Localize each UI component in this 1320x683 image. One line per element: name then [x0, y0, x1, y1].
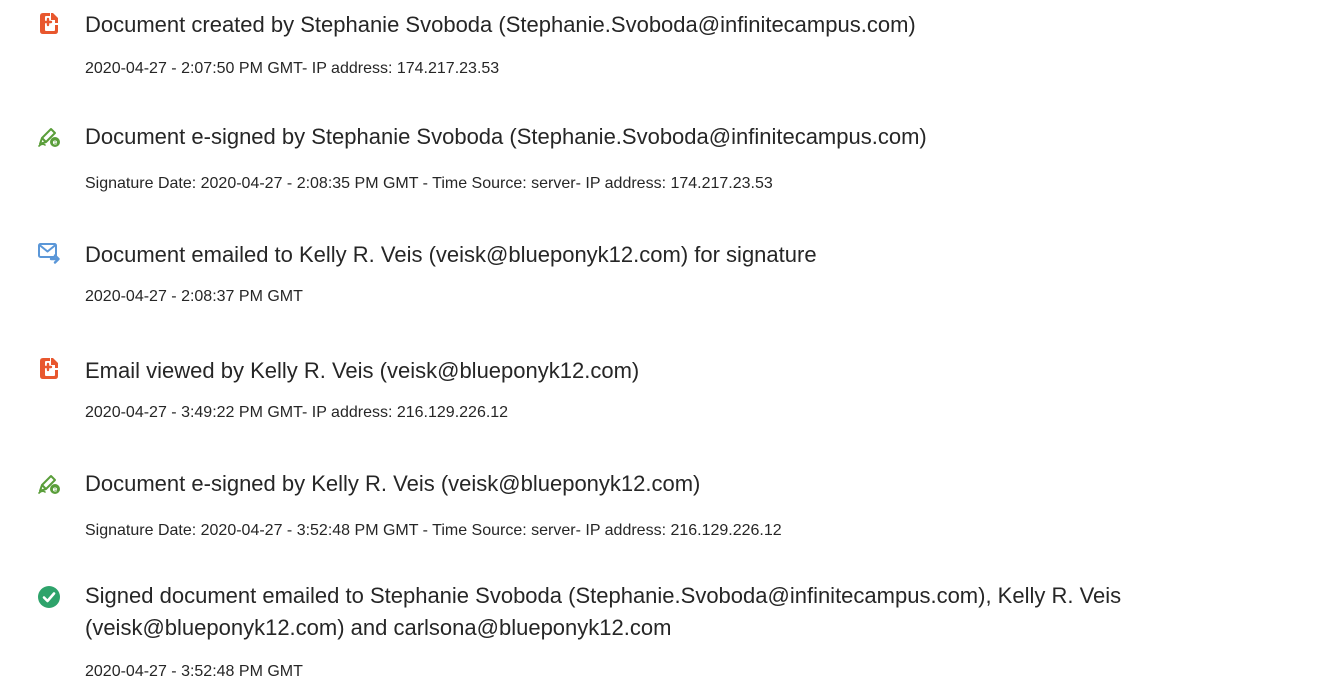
event-title: Document created by Stephanie Svoboda (Stephanie.Svoboda@infinitecampus.com) — [85, 12, 916, 37]
checkmark-circle-icon — [37, 585, 61, 609]
svg-text:e: e — [52, 138, 58, 147]
event-detail: 2020-04-27 - 2:07:50 PM GMT- IP address: 174.217.23.53 — [85, 60, 500, 77]
event-title: Document e-signed by Stephanie Svoboda (Stephanie.Svoboda@infinitecampus.com) — [85, 124, 927, 149]
event-detail: Signature Date: 2020-04-27 - 2:08:35 PM GMT - Time Source: server- IP address: 174.217.23.53 — [85, 175, 773, 192]
event-title: Document e-signed by Kelly R. Veis (veisk@blueponyk12.com) — [85, 471, 701, 496]
event-title: Signed document emailed to Stephanie Svoboda (Stephanie.Svoboda@infinitecampus.com), Kelly R. Veis (veisk@blueponyk12.com) and carlsona@blueponyk12.com — [85, 583, 1122, 640]
event-detail: Signature Date: 2020-04-27 - 3:52:48 PM GMT - Time Source: server- IP address: 216.129.226.12 — [85, 522, 782, 539]
event-title: Document emailed to Kelly R. Veis (veisk@blueponyk12.com) for signature — [85, 242, 817, 267]
email-sent-icon — [37, 240, 61, 264]
event-detail: 2020-04-27 - 3:52:48 PM GMT — [85, 663, 303, 680]
e-sign-pen-icon — [37, 472, 61, 496]
event-detail: 2020-04-27 - 3:49:22 PM GMT- IP address: 216.129.226.12 — [85, 404, 509, 421]
event-title: Email viewed by Kelly R. Veis (veisk@blueponyk12.com) — [85, 358, 640, 383]
svg-text:e: e — [52, 485, 58, 494]
event-detail: 2020-04-27 - 2:08:37 PM GMT — [85, 288, 303, 305]
email-viewed-icon — [37, 356, 61, 380]
e-sign-pen-icon — [37, 125, 61, 149]
document-created-icon — [37, 11, 61, 35]
